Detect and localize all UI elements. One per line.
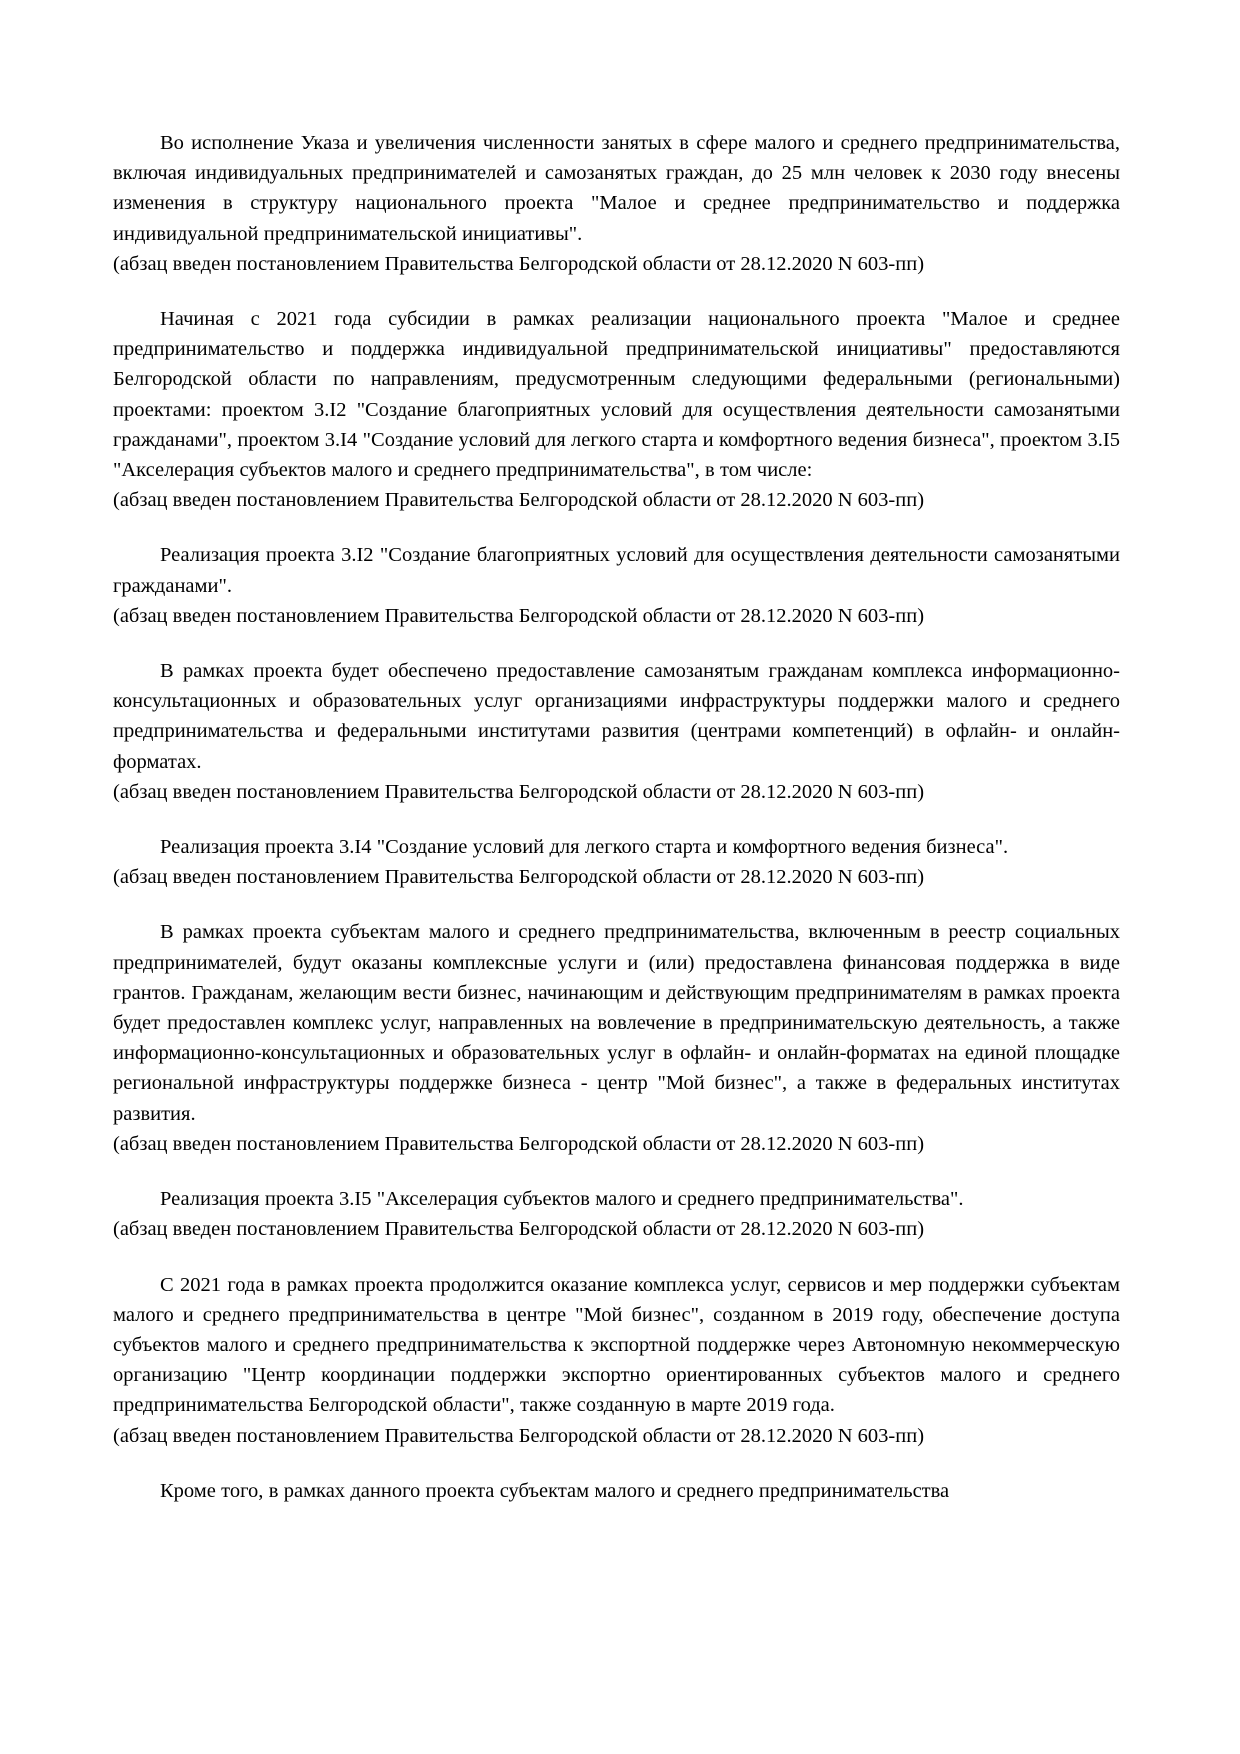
amendment-note: (абзац введен постановлением Правительства Белгородской области от 28.12.2020 N 603-пп) bbox=[113, 1424, 925, 1447]
paragraph-block bbox=[113, 1476, 1120, 1506]
paragraph-text: С 2021 года в рамках проекта продолжится оказание комплекса услуг, сервисов и мер поддержки субъектам малого и среднего предпринимательства в центре "Мой бизнес", созданном в 2019 году, обеспечение доступа субъектов малого и среднего предпринимательства к экспортной поддержке через Автономную некоммерческую организацию "Центр координации поддержки экспортно ориентированных субъектов малого и среднего предпринимательства Белгородской области", также созданную в марте 2019 года. bbox=[113, 1273, 1120, 1417]
amendment-note: (абзац введен постановлением Правительства Белгородской области от 28.12.2020 N 603-пп) bbox=[113, 252, 925, 275]
amendment-note: (абзац введен постановлением Правительства Белгородской области от 28.12.2020 N 603-пп) bbox=[113, 1218, 925, 1241]
paragraph-text: Реализация проекта 3.I5 "Акселерация субъектов малого и среднего предпринимательства". bbox=[160, 1188, 964, 1211]
paragraph-block bbox=[113, 304, 1120, 515]
amendment-note: (абзац введен постановлением Правительства Белгородской области от 28.12.2020 N 603-пп) bbox=[113, 489, 925, 512]
paragraph-text: Реализация проекта 3.I2 "Создание благоприятных условий для осуществления деятельности самозанятыми гражданами". bbox=[113, 544, 1120, 597]
document-body bbox=[113, 128, 1120, 1506]
paragraph-text: Реализация проекта 3.I4 "Создание условий для легкого старта и комфортного ведения бизнеса". bbox=[160, 836, 1009, 859]
amendment-note: (абзац введен постановлением Правительства Белгородской области от 28.12.2020 N 603-пп) bbox=[113, 866, 925, 889]
paragraph-block bbox=[113, 128, 1120, 279]
paragraph-text: Кроме того, в рамках данного проекта субъектам малого и среднего предпринимательства bbox=[160, 1479, 950, 1502]
amendment-note: (абзац введен постановлением Правительства Белгородской области от 28.12.2020 N 603-пп) bbox=[113, 1132, 925, 1155]
amendment-note: (абзац введен постановлением Правительства Белгородской области от 28.12.2020 N 603-пп) bbox=[113, 604, 925, 627]
paragraph-block bbox=[113, 656, 1120, 807]
paragraph-text: В рамках проекта будет обеспечено предоставление самозанятым гражданам комплекса информационно-консультационных и образовательных услуг организациями инфраструктуры поддержки малого и среднего предпринимательства и федеральными институтами развития (центрами компетенций) в офлайн- и онлайн-форматах. bbox=[113, 660, 1120, 773]
amendment-note: (абзац введен постановлением Правительства Белгородской области от 28.12.2020 N 603-пп) bbox=[113, 780, 925, 803]
paragraph-text: В рамках проекта субъектам малого и среднего предпринимательства, включенным в реестр социальных предпринимателей, будут оказаны комплексные услуги и (или) предоставлена финансовая поддержка в виде грантов. Гражданам, желающим вести бизнес, начинающим и действующим предпринимателям в рамках проекта будет предоставлен комплекс услуг, направленных на вовлечение в предпринимательскую деятельность, а также информационно-консультационных и образовательных услуг в офлайн- и онлайн-форматах на единой площадке региональной инфраструктуры поддержке бизнеса - центр "Мой бизнес", а также в федеральных институтах развития. bbox=[113, 921, 1120, 1125]
paragraph-text: Начиная с 2021 года субсидии в рамках реализации национального проекта "Малое и среднее предпринимательство и поддержка индивидуальной предпринимательской инициативы" предоставляются Белгородской области по направлениям, предусмотренным следующими федеральными (региональными) проектами: проектом 3.I2 "Создание благоприятных условий для осуществления деятельности самозанятыми гражданами", проектом 3.I4 "Создание условий для легкого старта и комфортного ведения бизнеса", проектом 3.I5 "Акселерация субъектов малого и среднего предпринимательства", в том числе: bbox=[113, 308, 1120, 482]
paragraph-block bbox=[113, 832, 1120, 892]
paragraph-text: Во исполнение Указа и увеличения численности занятых в сфере малого и среднего предпринимательства, включая индивидуальных предпринимателей и самозанятых граждан, до 25 млн человек к 2030 году внесены изменения в структуру национального проекта "Малое и среднее предпринимательство и поддержка индивидуальной предпринимательской инициативы". bbox=[113, 132, 1120, 245]
paragraph-block bbox=[113, 917, 1120, 1159]
paragraph-block bbox=[113, 540, 1120, 631]
paragraph-block bbox=[113, 1184, 1120, 1244]
paragraph-block bbox=[113, 1270, 1120, 1451]
